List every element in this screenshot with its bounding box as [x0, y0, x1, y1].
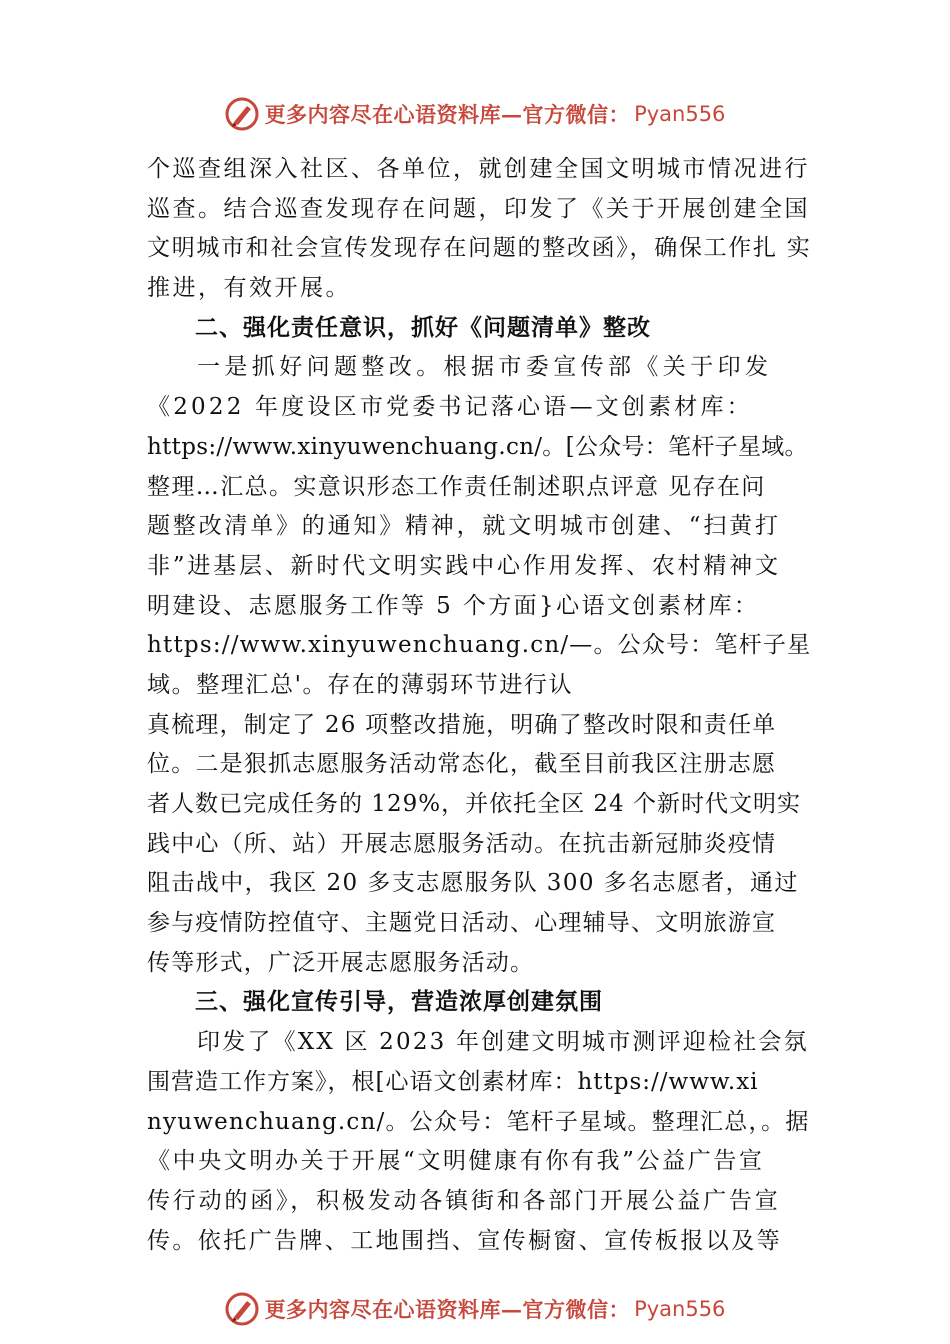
section-heading: 三、强化宣传引导，营造浓厚创建氛围 — [195, 989, 603, 1016]
paragraph-line: 阻击战中，我区 20 多支志愿服务队 300 多名志愿者，通过 — [147, 870, 799, 897]
paragraph-line: 非”进基层、新时代文明实践中心作用发挥、农村精神文 — [147, 552, 781, 579]
paragraph-line: 印发了《XX 区 2023 年创建文明城市测评迎检社会氛 — [197, 1029, 809, 1056]
paragraph-line: 位。二是狠抓志愿服务活动常态化，截至目前我区注册志愿 — [147, 751, 777, 778]
banner-text: 更多内容尽在心语资料库—官方微信： — [264, 102, 631, 127]
pen-logo-icon — [225, 97, 259, 131]
paragraph-line: 明建设、志愿服务工作等 5 个方面}心语文创素材库： — [147, 592, 760, 619]
paragraph-line: 《中央文明办关于开展“文明健康有你有我”公益广告宣 — [147, 1148, 765, 1175]
paragraph-line: 域。整理汇总'。存在的薄弱环节进行认 — [147, 671, 574, 698]
paragraph-line: 推进，有效开展。 — [147, 275, 351, 302]
paragraph-line: 传行动的函》，积极发动各镇街和各部门开展公益广告宣 — [147, 1187, 781, 1214]
paragraph-line: https://www.xinyuwenchuang.cn/—。公众号：笔杆子星 — [147, 632, 812, 659]
paragraph-line: https://www.xinyuwenchuang.cn/。[公众号：笔杆子星域。 — [147, 433, 808, 460]
section-heading: 二、强化责任意识，抓好《问题清单》整改 — [195, 314, 651, 341]
paragraph-line: 个巡查组深入社区、各单位，就创建全国文明城市情况进行 — [147, 156, 810, 182]
header-banner — [0, 92, 950, 136]
paragraph-line: nyuwenchuang.cn/。公众号：笔杆子星域。整理汇总，。据 — [147, 1108, 810, 1135]
paragraph-line: 者人数已完成任务的 129%，并依托全区 24 个新时代文明实 — [147, 791, 801, 817]
paragraph-line: 传等形式，广泛开展志愿服务活动。 — [147, 949, 535, 976]
paragraph-line: 文明城市和社会宣传发现存在问题的整改函》，确保工作扎 实 — [147, 235, 812, 262]
footer-banner — [0, 1287, 950, 1331]
paragraph-line: 整理…汇总。实意识形态工作责任制述职点评意 见存在问 — [147, 473, 766, 500]
paragraph-line: 真梳理，制定了 26 项整改措施，明确了整改时限和责任单 — [147, 711, 777, 738]
paragraph-line: 围营造工作方案》，根[心语文创素材库：https://www.xi — [147, 1068, 759, 1095]
document-body — [147, 150, 812, 1261]
paragraph-line: 题整改清单》的通知》精神，就文明城市创建、“扫黄打 — [147, 513, 781, 540]
pen-logo-icon — [225, 1292, 259, 1326]
banner-handle: Pyan556 — [634, 102, 726, 126]
paragraph-line: 参与疫情防控值守、主题党日活动、心理辅导、文明旅游宣 — [147, 910, 777, 937]
paragraph-line: 传。依托广告牌、工地围挡、宣传橱窗、宣传板报以及等 — [147, 1227, 782, 1254]
paragraph-line: 践中心（所、站）开展志愿服务活动。在抗击新冠肺炎疫情 — [147, 830, 777, 857]
banner-handle: Pyan556 — [634, 1297, 726, 1321]
banner-text: 更多内容尽在心语资料库—官方微信： — [264, 1297, 631, 1322]
paragraph-line: 巡查。结合巡查发现存在问题，印发了《关于开展创建全国 — [147, 195, 810, 222]
paragraph-line: 《2022 年度设区市党委书记落心语—文创素材库： — [147, 394, 753, 421]
paragraph-line: 一是抓好问题整改。根据市委宣传部《关于印发 — [197, 354, 773, 381]
